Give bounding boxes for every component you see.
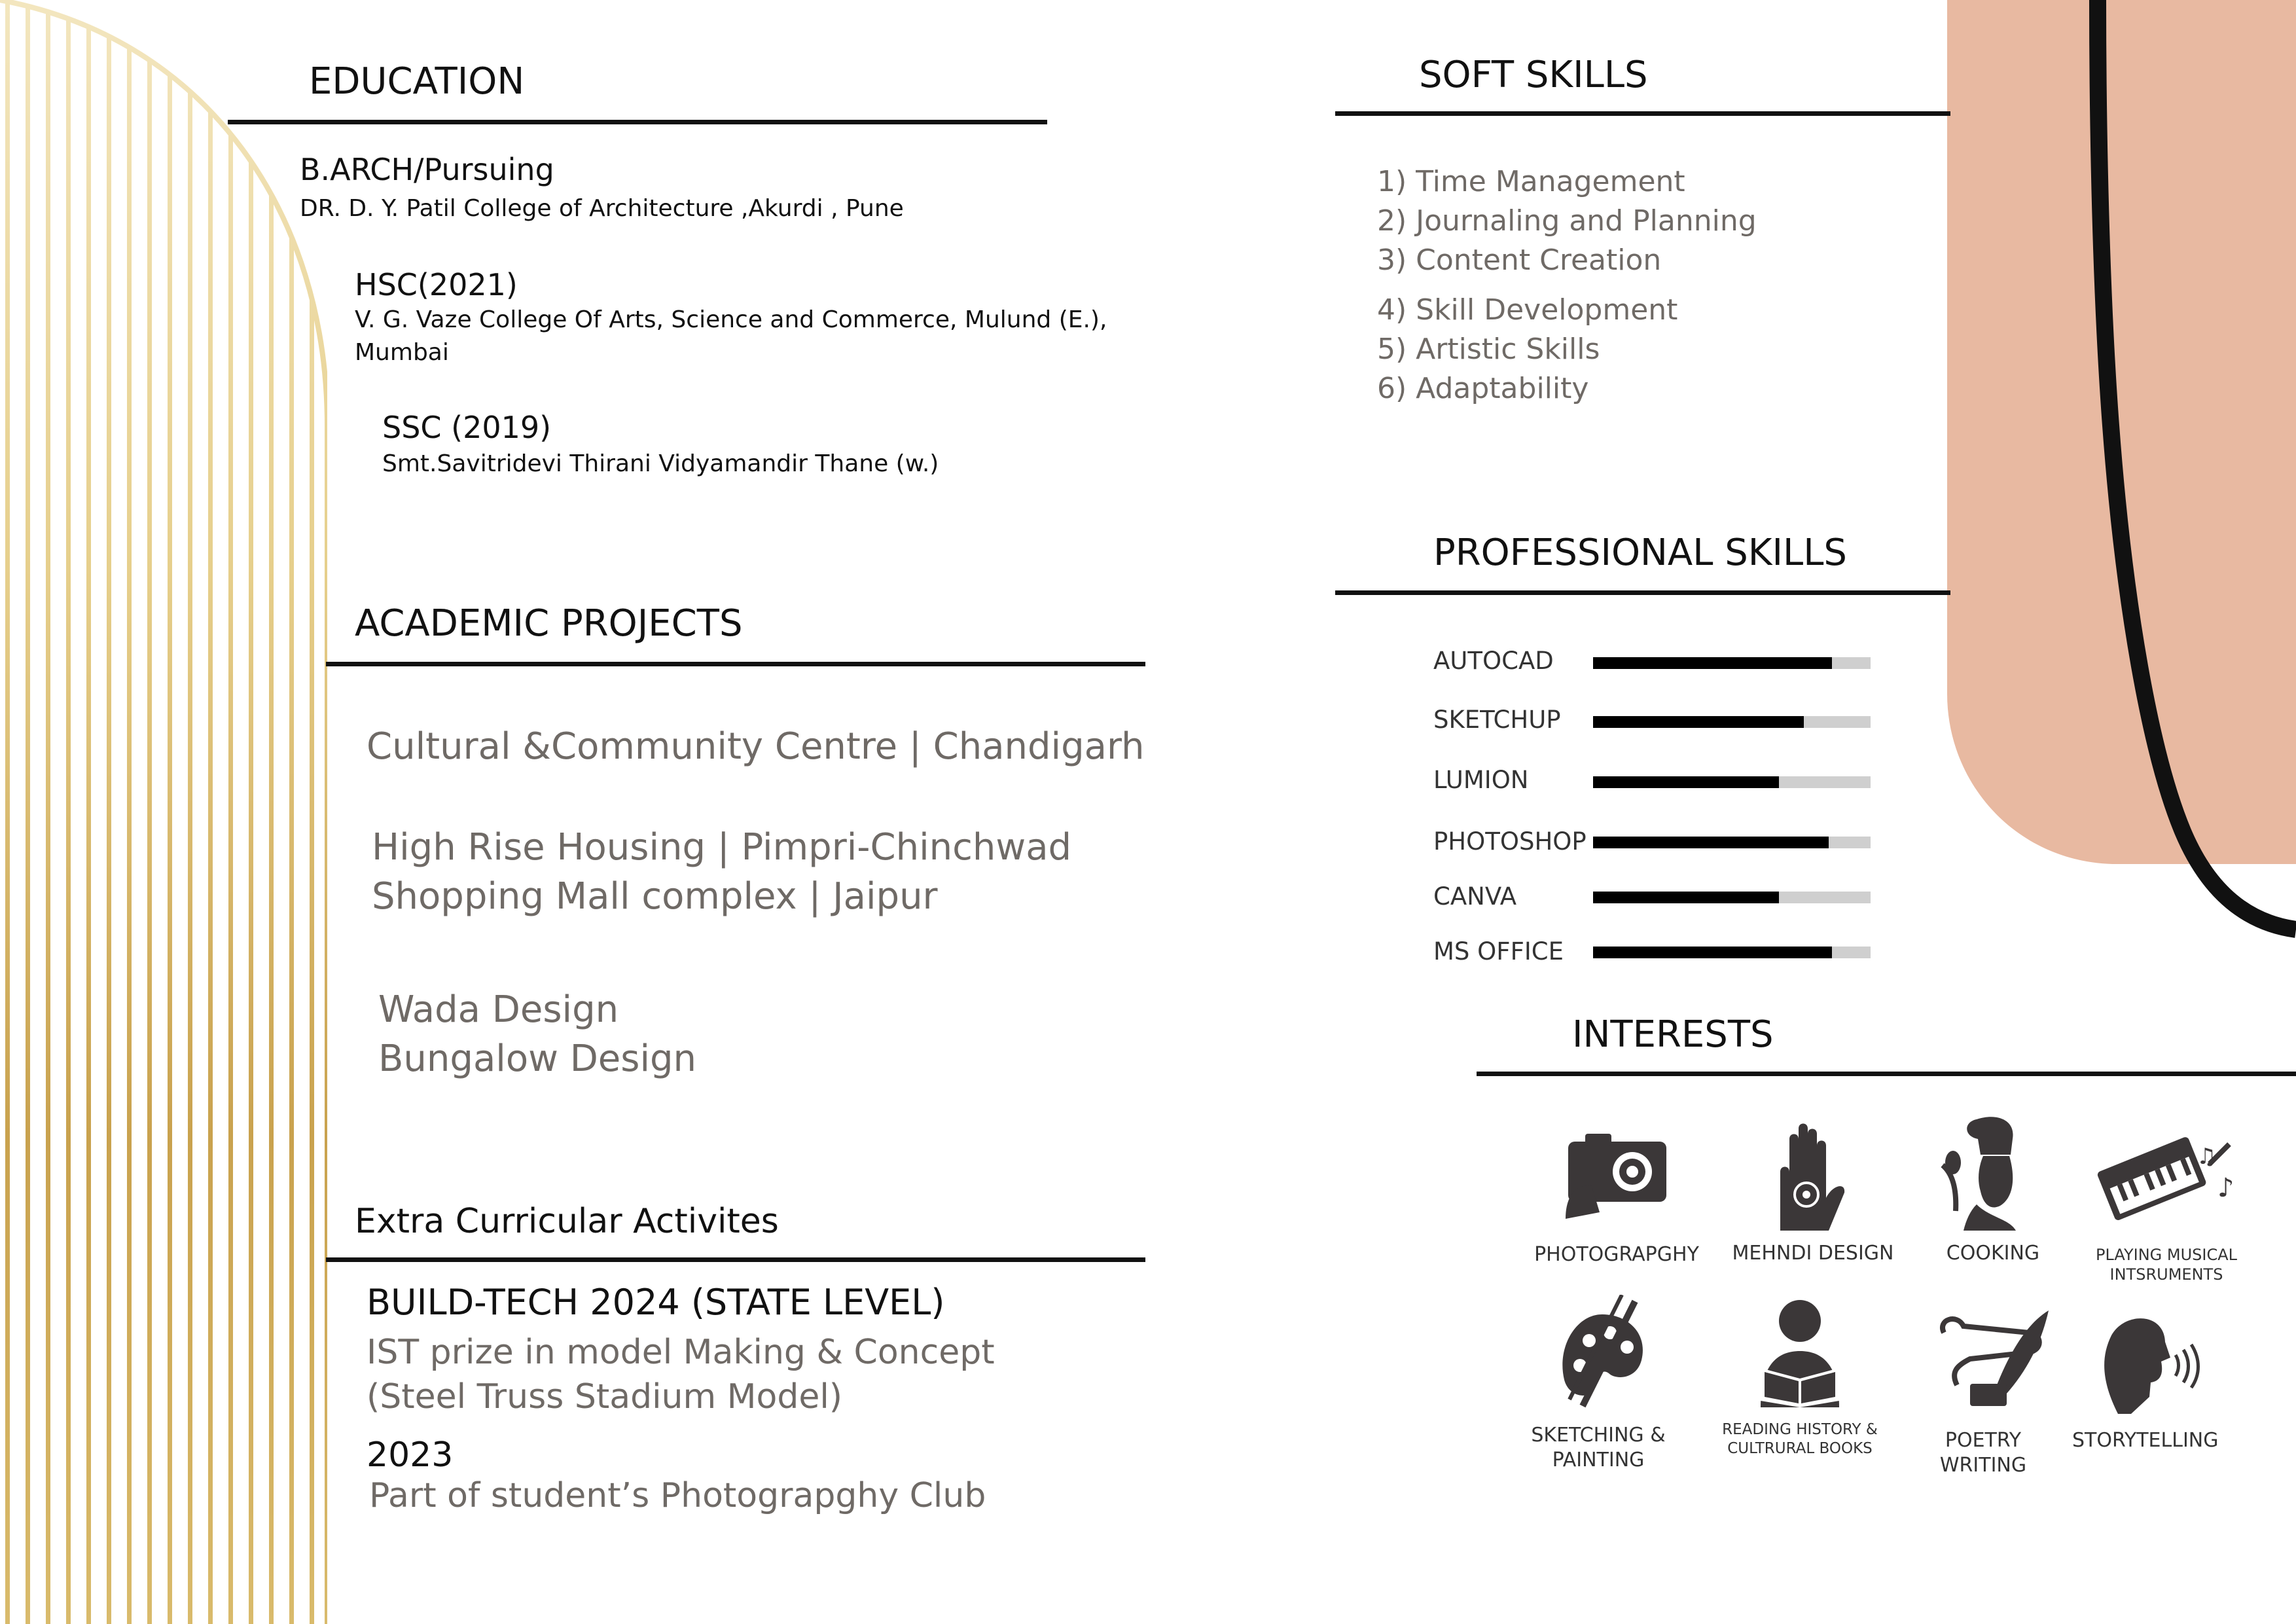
soft-skill-item: 4) Skill Development <box>1377 293 1678 327</box>
gold-arch-bar <box>228 0 233 1624</box>
education-entry-hsc-title: HSC(2021) <box>355 267 518 302</box>
interest-label: COOKING <box>1946 1242 2040 1265</box>
soft-skill-item: 1) Time Management <box>1377 165 1685 198</box>
extra-year: 2023 <box>367 1435 454 1475</box>
interests-heading: INTERESTS <box>1572 1013 1774 1056</box>
palette-icon <box>1556 1295 1655 1413</box>
soft-skill-item: 3) Content Creation <box>1377 244 1662 277</box>
skill-bar <box>1593 892 1871 903</box>
piano-icon <box>2092 1125 2242 1229</box>
interest-label: STORYTELLING <box>2072 1429 2219 1452</box>
hand-icon <box>1761 1119 1859 1237</box>
academic-rule <box>326 662 1145 666</box>
peach-arch-decoration <box>1947 0 2296 982</box>
interests-rule <box>1477 1072 2296 1076</box>
gold-arch-bar <box>168 0 172 1624</box>
chef-icon <box>1937 1113 2036 1237</box>
skill-label: LUMION <box>1433 766 1529 794</box>
skill-bar-fill <box>1593 716 1804 728</box>
gold-arch-bar <box>66 0 71 1624</box>
skill-bar-fill <box>1593 776 1779 788</box>
gold-arch-bar <box>107 0 111 1624</box>
svg-text:♪: ♪ <box>2217 1173 2234 1203</box>
education-heading: EDUCATION <box>309 60 525 103</box>
professional-skills-rule <box>1335 590 1950 595</box>
gold-arch-bar <box>5 0 10 1624</box>
gold-arch-bar <box>26 0 30 1624</box>
gold-arch-bar <box>269 0 274 1624</box>
gold-arch-bar <box>147 0 152 1624</box>
skill-label: PHOTOSHOP <box>1433 827 1587 856</box>
skill-bar <box>1593 776 1871 788</box>
skill-label: SKETCHUP <box>1433 706 1561 734</box>
interest-label: MEHNDI DESIGN <box>1732 1242 1894 1265</box>
project-item: Wada Design <box>378 988 619 1031</box>
education-entry-barch-detail: DR. D. Y. Patil College of Architecture ,Akurdi , Pune <box>300 195 904 222</box>
soft-skill-item: 5) Artistic Skills <box>1377 333 1600 366</box>
skill-bar-fill <box>1593 947 1832 958</box>
interest-label: PHOTOGRAPGHY <box>1534 1243 1699 1266</box>
extra-event-line-2: (Steel Truss Stadium Model) <box>367 1377 843 1416</box>
gold-arch-bar <box>188 0 192 1624</box>
quill-icon <box>1931 1307 2055 1411</box>
camera-icon <box>1559 1121 1677 1232</box>
extra-rule <box>326 1257 1145 1262</box>
gold-arch-bar <box>46 0 50 1624</box>
svg-text:♫: ♫ <box>2197 1144 2217 1170</box>
skill-bar <box>1593 947 1871 958</box>
education-entry-hsc-detail-2: Mumbai <box>355 339 449 366</box>
education-entry-ssc-detail: Smt.Savitridevi Thirani Vidyamandir Thane (w.) <box>382 450 939 477</box>
interest-label: PLAYING MUSICAL INTSRUMENTS <box>2096 1246 2237 1284</box>
gold-arch-bar <box>249 0 253 1624</box>
education-entry-hsc-detail: V. G. Vaze College Of Arts, Science and Commerce, Mulund (E.), <box>355 306 1107 333</box>
project-item: Bungalow Design <box>378 1038 697 1080</box>
speaker-icon <box>2092 1309 2203 1420</box>
extra-heading: Extra Curricular Activites <box>355 1202 779 1241</box>
skill-bar <box>1593 716 1871 728</box>
skill-bar-fill <box>1593 837 1829 848</box>
extra-year-line: Part of student’s Photograpghy Club <box>369 1476 986 1515</box>
skill-label: AUTOCAD <box>1433 647 1554 675</box>
soft-skill-item: 6) Adaptability <box>1377 372 1589 405</box>
gold-arch-bar <box>310 0 314 1624</box>
interest-label: READING HISTORY & CULTRURAL BOOKS <box>1722 1421 1878 1457</box>
skill-bar <box>1593 837 1871 848</box>
project-item: High Rise Housing | Pimpri-Chinchwad <box>372 826 1072 869</box>
gold-arch-decoration <box>0 0 327 1624</box>
project-item: Shopping Mall complex | Jaipur <box>372 875 938 918</box>
education-entry-barch-title: B.ARCH/Pursuing <box>300 152 554 187</box>
professional-skills-heading: PROFESSIONAL SKILLS <box>1433 532 1847 574</box>
interest-label: POETRY WRITING <box>1939 1429 2027 1477</box>
skill-bar-fill <box>1593 892 1779 903</box>
gold-arch-bar <box>127 0 132 1624</box>
education-rule <box>228 120 1047 124</box>
skill-label: CANVA <box>1433 882 1517 911</box>
skill-label: MS OFFICE <box>1433 937 1564 965</box>
gold-arch-bar <box>86 0 91 1624</box>
extra-event-title: BUILD-TECH 2024 (STATE LEVEL) <box>367 1282 945 1323</box>
extra-event-line-1: IST prize in model Making & Concept <box>367 1333 995 1372</box>
skill-bar-fill <box>1593 657 1832 669</box>
skill-bar <box>1593 657 1871 669</box>
education-entry-ssc-title: SSC (2019) <box>382 410 552 445</box>
soft-skills-heading: SOFT SKILLS <box>1419 54 1648 96</box>
interest-label: SKETCHING & PAINTING <box>1531 1424 1666 1471</box>
project-item: Cultural &Community Centre | Chandigarh <box>367 725 1145 768</box>
gold-arch-bar <box>208 0 213 1624</box>
reader-icon <box>1748 1296 1852 1407</box>
soft-skills-rule <box>1335 111 1950 116</box>
academic-heading: ACADEMIC PROJECTS <box>355 602 743 645</box>
soft-skill-item: 2) Journaling and Planning <box>1377 204 1757 238</box>
